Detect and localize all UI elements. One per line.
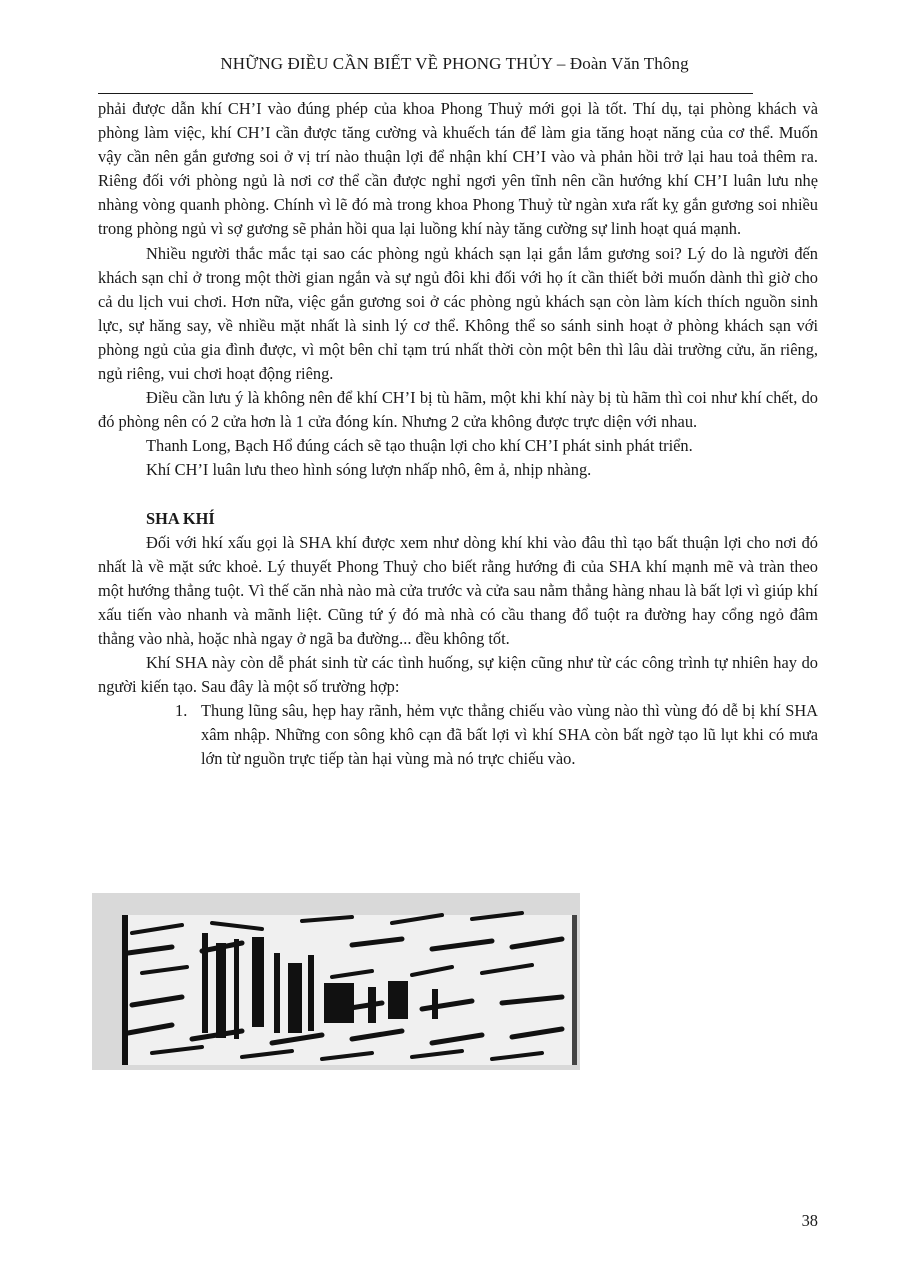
case-list [98, 699, 818, 771]
canyon-illustration [92, 893, 580, 1070]
paragraph-hotel-mirrors: Nhiều người thắc mắc tại sao các phòng ngủ khách sạn lại gắn lắm gương soi? Lý do là người đến khách sạn chỉ ở trong một thời gian ngắn và sự ngủ đôi khi đối với họ ít cần thiết bởi muốn dành thì giờ cho cả du lịch vui chơi. Hơn nữa, việc gắn gương soi ở các phòng ngủ khách sạn còn làm kích thích nguồn sinh lực, sự hăng say, về nhiều mặt nhất là sinh lý cơ thể. Không thể so sánh sinh hoạt ở phòng khách sạn với phòng ngủ của gia đình được, vì một bên chỉ tạm trú nhất thời còn một bên thì lâu dài trường cửu, ăn riêng, ngủ riêng, vui chơi hoạt động riêng. [98, 243, 818, 384]
paragraph-trapped-chi: Điều cần lưu ý là không nên để khí CH’I bị tù hãm, một khi khí này bị tù hãm thì coi như khí chết, do đó phòng nên có 2 cửa hơn là 1 cửa đóng kín. Nhưng 2 cửa không được trực diện với nhau. [98, 388, 818, 432]
page-body [98, 97, 818, 772]
page-number: 38 [801, 1211, 818, 1230]
paragraph-continued: phải được dẫn khí CH’I vào đúng phép của khoa Phong Thuỷ mới gọi là tốt. Thí dụ, tại phòng khách và phòng làm việc, khí CH’I cần được tăng cường và khuếch tán để làm gia tăng hoạt năng của cơ thể. Muốn vậy cần nên gắn gương soi ở vị trí nào thuận lợi để nhận khí CH’I vào và phản hồi trở lại hau toả thêm ra. Riêng đối với phòng ngủ là nơi cơ thể cần được nghỉ ngơi yên tĩnh nên cần hướng khí CH’I luân lưu nhẹ nhàng vòng quanh phòng. Chính vì lẽ đó mà trong khoa Phong Thuỷ từ ngàn xưa rất kỵ gắn gương soi nhiều trong phòng ngủ vì sợ gương sẽ phản hồi qua lại luồng khí này tăng cường sự linh hoạt quá mạnh. [98, 99, 818, 239]
list-item-text: Thung lũng sâu, hẹp hay rãnh, hẻm vực thẳng chiếu vào vùng nào thì vùng đó dễ bị khí SHA xâm nhập. Những con sông khô cạn đã bất lợi vì khí SHA còn bất ngờ tạo lũ lụt khi có mưa lớn từ nguồn trực tiếp tàn hại vùng mà nó trực chiếu vào. [201, 701, 818, 769]
paragraph-chi-flow: Khí CH’I luân lưu theo hình sóng lượn nhấp nhô, êm ả, nhịp nhàng. [146, 460, 592, 480]
paragraph-sha-sources: Khí SHA này còn dễ phát sinh từ các tình huống, sự kiện cũng như từ các công trình tự nhiên hay do người kiến tạo. Sau đây là một số trường hợp: [98, 653, 818, 697]
list-item-number: 1. [175, 701, 188, 721]
section-heading-sha-khi: SHA KHÍ [146, 508, 215, 528]
running-header: NHỮNG ĐIỀU CẦN BIẾT VỀ PHONG THỦY – Đoàn Văn Thông [220, 54, 689, 73]
header-rule [98, 93, 753, 94]
paragraph-thanh-long: Thanh Long, Bạch Hổ đúng cách sẽ tạo thuận lợi cho khí CH’I phát sinh phát triển. [146, 436, 693, 456]
list-item [98, 699, 818, 771]
paragraph-sha-definition: Đối với hkí xấu gọi là SHA khí được xem như dòng khí khi vào đâu thì tạo bất thuận lợi cho nơi đó nhất là về mặt sức khoẻ. Lý thuyết Phong Thuỷ cho biết rằng hướng đi của SHA khí mạnh mẽ và tràn theo một hướng thẳng tuột. Vì thế căn nhà nào mà cửa trước và cửa sau nằm thẳng hàng nhau là bất lợi vì giúp khí xấu tiến vào nhanh và mãnh liệt. Cũng tứ ý đó mà nhà có cầu thang đổ tuột ra đường hay cổng ngỏ đâm thẳng vào nhà, hoặc nhà ngay ở ngã ba đường... đều không tốt. [98, 532, 818, 648]
canyon-illustration-icon [92, 893, 580, 1070]
